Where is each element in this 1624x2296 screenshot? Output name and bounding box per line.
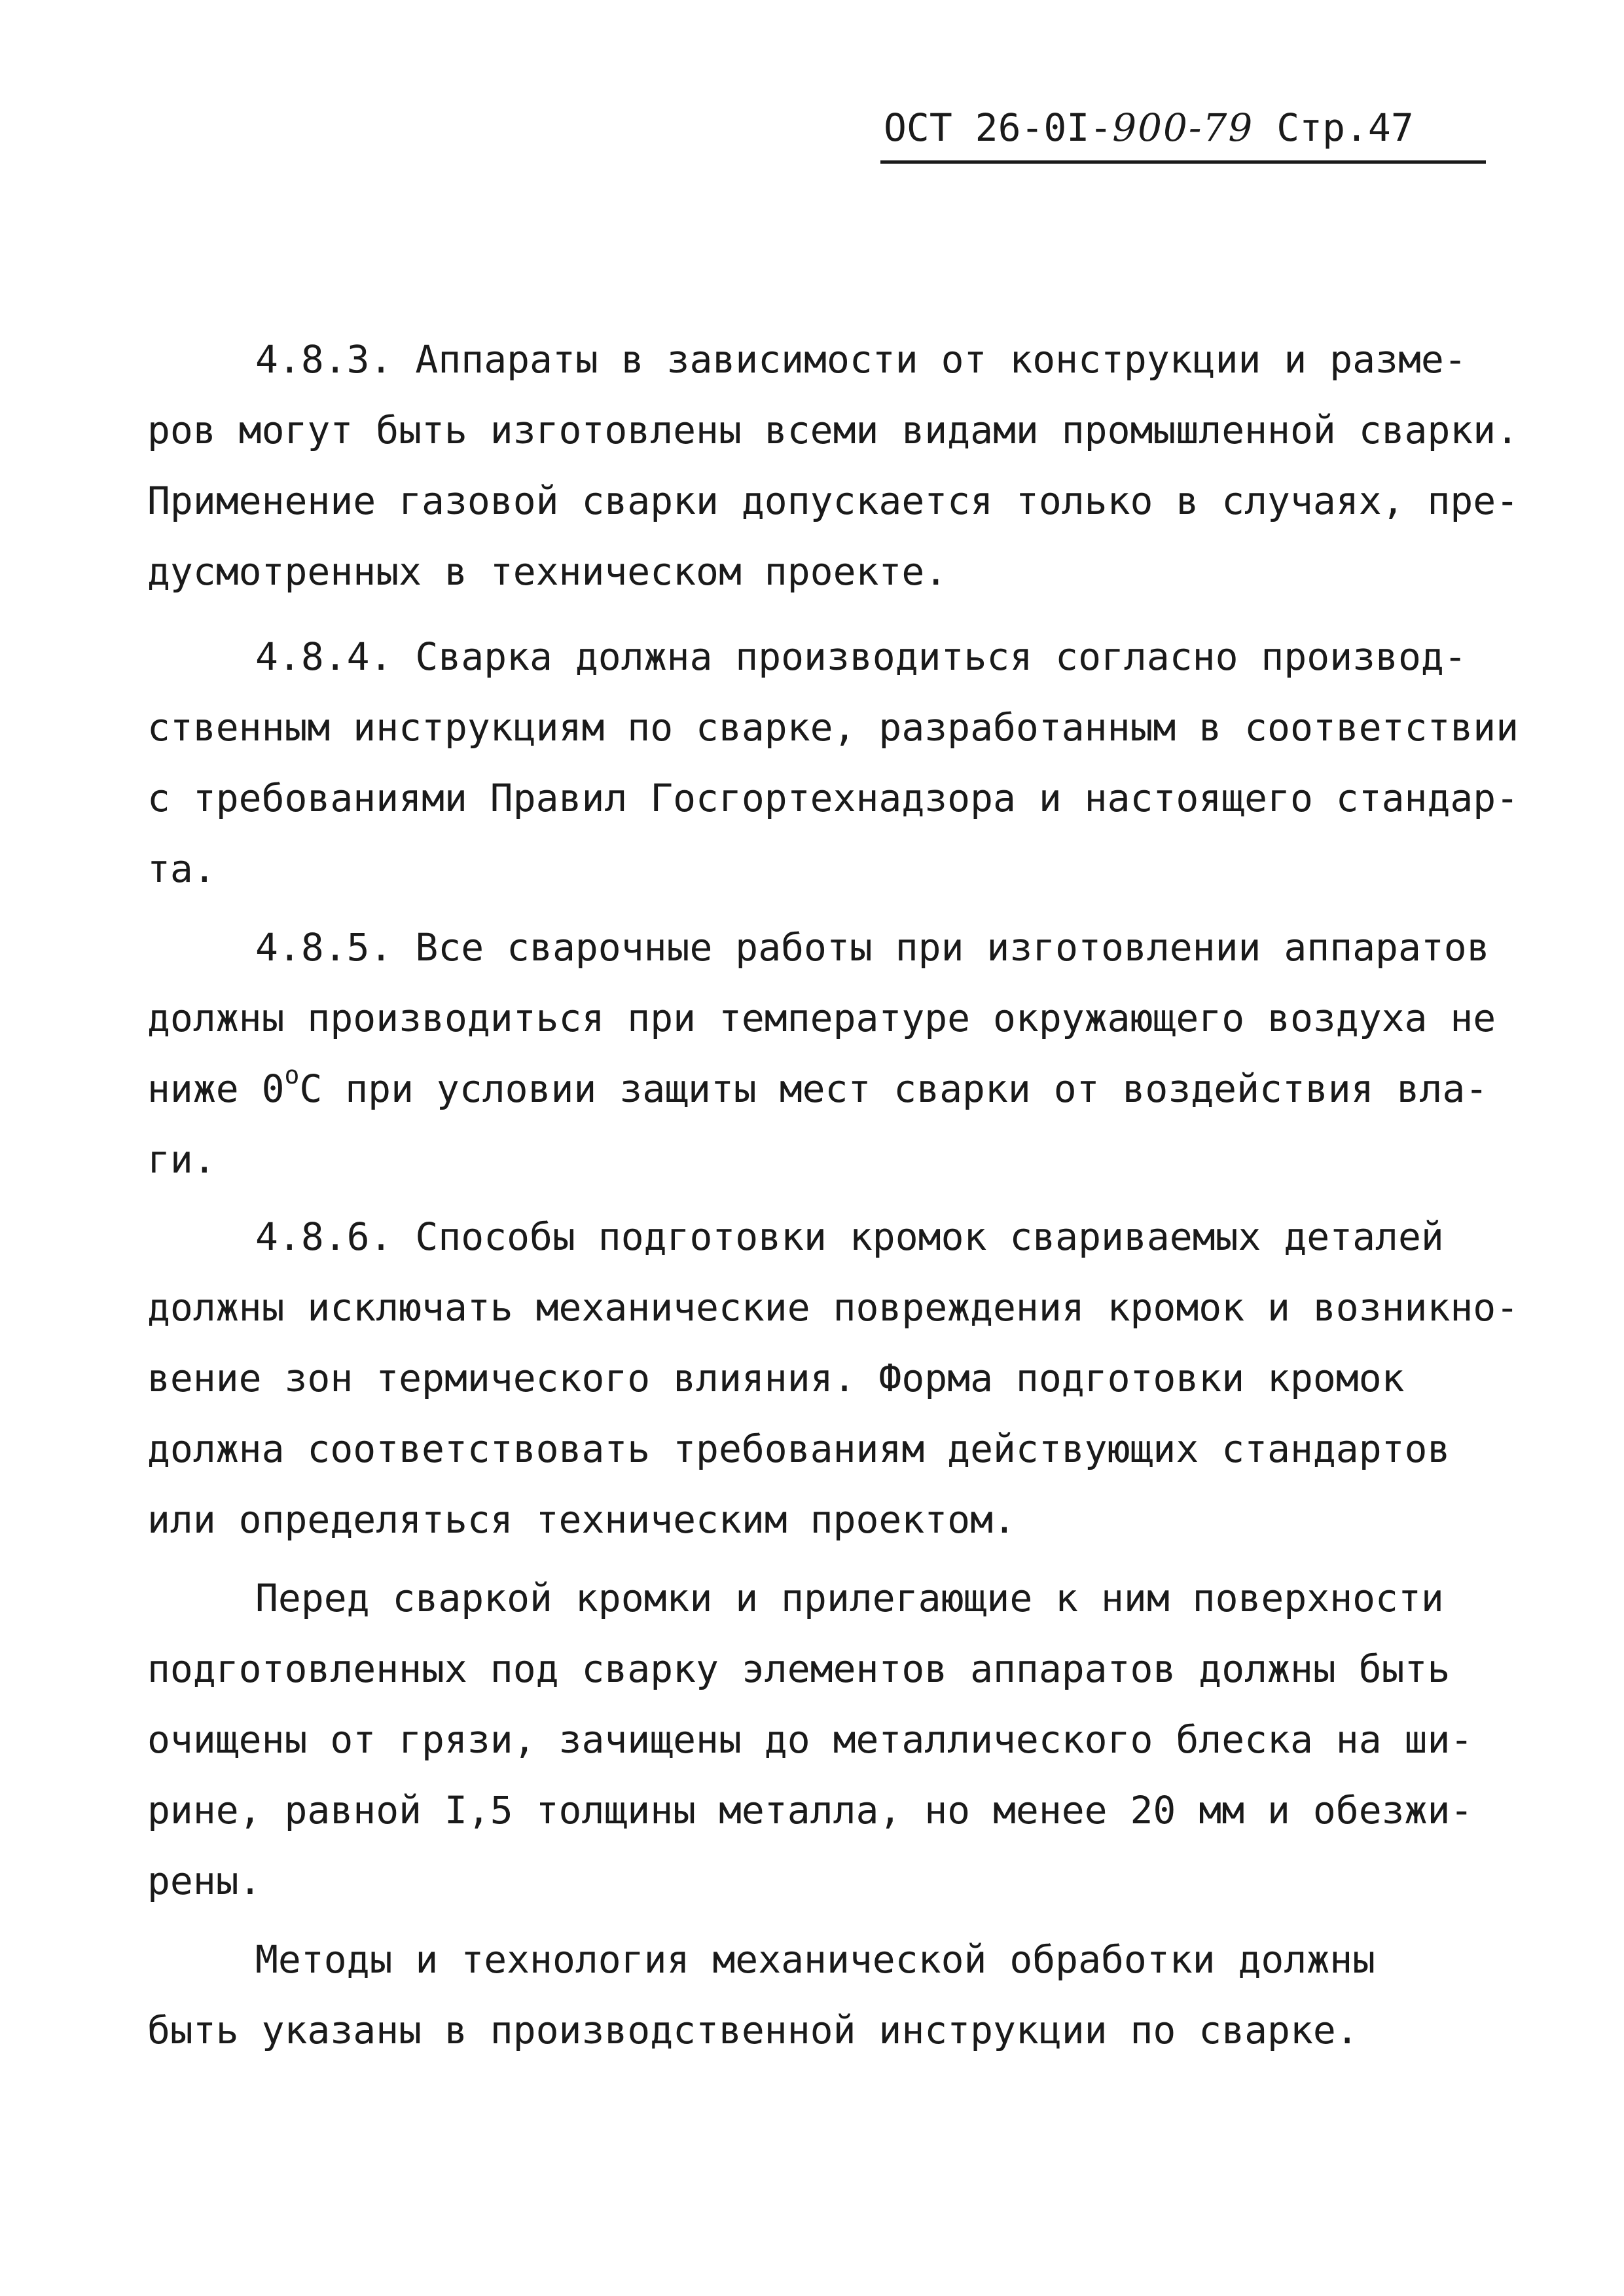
text-line: должны производиться при температуре окружающего воздуха не [147,996,1496,1040]
doc-number-prefix: ОСТ 26-0I- [884,105,1113,150]
paragraph-4-8-6 [147,1201,1528,1555]
text-line: вение зон термического влияния. Форма подготовки кромок [147,1356,1405,1400]
text-line: или определяться техническим проектом. [147,1497,1016,1542]
text-line: 4.8.3. Аппараты в зависимости от конструкции и разме- [255,337,1467,382]
text-line: 4.8.4. Сварка должна производиться согласно производ- [255,634,1467,679]
text-line: рине, равной I,5 толщины металла, но менее 20 мм и обезжи- [147,1788,1473,1832]
text-line: та. [147,847,216,891]
text-fragment: С при условии защиты мест сварки от воздействия вла- [299,1066,1489,1111]
text-line: должны исключать механические повреждения кромок и возникно- [147,1285,1519,1330]
text-line: Перед сваркой кромки и прилегающие к ним поверхности [255,1576,1444,1620]
text-line: подготовленных под сварку элементов аппаратов должны быть [147,1647,1451,1691]
paragraph-edge-cleaning [147,1563,1528,1916]
doc-number-handwritten: 900-79 [1112,105,1254,150]
paragraph-4-8-4 [147,621,1528,904]
text-line: Применение газовой сварки допускается только в случаях, пре- [147,479,1519,523]
text-line: очищены от грязи, зачищены до металлического блеска на ши- [147,1717,1473,1762]
text-line: ги. [147,1137,216,1182]
text-line [147,1053,1528,1124]
degree-superscript: о [284,1061,300,1089]
text-fragment: ниже 0 [147,1066,285,1111]
text-line: Методы и технология механической обработки должны [255,1937,1376,1982]
page-header [884,98,1486,170]
body-text [147,324,1528,2066]
paragraph-4-8-5 [147,912,1528,1195]
header-underline [880,160,1486,164]
paragraph-methods [147,1924,1528,2066]
text-line: ров могут быть изготовлены всеми видами промышленной сварки. [147,408,1519,452]
text-line: дусмотренных в техническом проекте. [147,549,948,594]
text-line: должна соответствовать требованиям действующих стандартов [147,1427,1451,1471]
text-line: быть указаны в производственной инструкции по сварке. [147,2008,1359,2052]
paragraph-4-8-3 [147,324,1528,607]
text-line: 4.8.5. Все сварочные работы при изготовлении аппаратов [255,925,1490,970]
text-line: ственным инструкциям по сварке, разработанным в соответствии [147,705,1519,750]
text-line: с требованиями Правил Госгортехнадзора и настоящего стандар- [147,776,1519,820]
text-line: рены. [147,1859,262,1903]
page-number-label: Стр.47 [1254,105,1414,150]
text-line: 4.8.6. Способы подготовки кромок свариваемых деталей [255,1214,1444,1259]
